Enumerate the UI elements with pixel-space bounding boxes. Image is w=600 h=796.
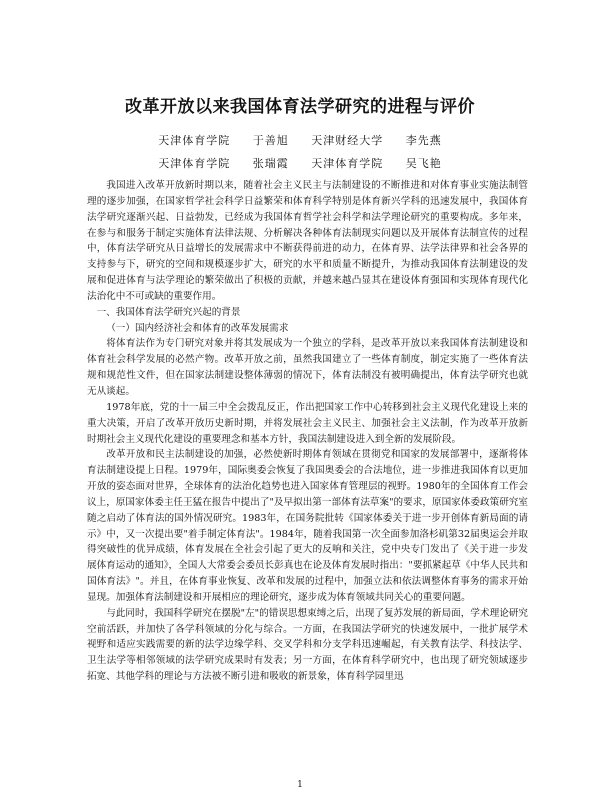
body-paragraph: 与此同时，我国科学研究在摆脱"左"的错误思想束缚之后，出现了复苏发展的新局面，学术理论研究空前活跃，并加快了各学科领域的分化与综合。一方面，在我国法学研究的快速发展中，一批扩展学术视野和适应实践需要的新的法学边缘学科、交叉学科和分支学科迅速崛起，有关教育法学、科技法学、卫生法学等相邻领域的法学研究成果时有发表；另一方面，在体育科学研究中，也出现了研究领域逐步拓宽、其他学科的理论与方法被不断引进和吸收的新景象，体育科学园里迅 bbox=[87, 607, 528, 683]
author-affiliation: 天津体育学院 bbox=[158, 134, 231, 147]
abstract-paragraph: 我国进入改革开放新时期以来，随着社会主义民主与法制建设的不断推进和对体育事业实施法制管理的逐步加强，在国家哲学社会科学日益繁荣和体育科学特别是体育新兴学科的迅速发展中，我国体育法学研究逐渐兴起、日益勃发，已经成为我国体育哲学社会科学和法学理论研究的重要构成。多年来，在参与和服务于制定实施体育法律法规、分析解决各种体育法制现实问题以及开展体育法制宣传的过程中，体育法学研究从日益增长的发展需求中不断获得前进的动力，在体育界、法学法律界和社会各界的支持参与下，研究的空间和规模逐步扩大，研究的水平和质量不断提升，为推动我国体育法制建设的发展和促进体育与法学理论的繁荣做出了积极的贡献，并越来越凸显其在建设体育强国和实现体育现代化法治化中不可或缺的重要作用。 bbox=[87, 180, 528, 302]
author-line-1 bbox=[0, 132, 600, 148]
body-paragraph: 将体育法作为专门研究对象并将其发展成为一个独立的学科，是改革开放以来我国体育法制建设和体育社会科学发展的必然产物。改革开放之前，虽然我国建立了一些体育制度，制定实施了一些体育法规和规范性文件，但在国家法制建设整体薄弱的情况下，体育法制没有被明确提出，体育法学研究也就无从谈起。 bbox=[87, 338, 528, 397]
author-affiliation: 天津体育学院 bbox=[158, 157, 231, 170]
author-name: 于善旭 bbox=[252, 134, 289, 147]
subsection-heading: （一）国内经济社会和体育的改革发展需求 bbox=[106, 322, 289, 334]
author-affiliation: 天津财经大学 bbox=[311, 134, 384, 147]
body-paragraph: 1978年底，党的十一届三中全会拨乱反正，作出把国家工作中心转移到社会主义现代化建设上来的重大决策，开启了改革开放历史新时期，并将发展社会主义民主、加强社会主义法制，作为改革开放新时期社会主义现代化建设的重要理念和基本方针，我国法制建设进入到全新的发展阶段。 bbox=[87, 401, 528, 445]
author-name: 吴飞艳 bbox=[405, 157, 442, 170]
author-name: 张瑞霞 bbox=[252, 157, 289, 170]
author-line-2 bbox=[0, 155, 600, 171]
body-paragraph: 改革开放和民主法制建设的加强，必然使新时期体育领域在贯彻党和国家的发展部署中，逐渐将体育法制建设提上日程。1979年，国际奥委会恢复了我国奥委会的合法地位，进一步推进我国体育以更加开放的姿态面对世界，全球体育的法治化趋势也进入国家体育管理层的视野。1980年的全国体育工作会议上，原国家体委主任王猛在报告中提出了"及早拟出第一部体育法草案"的要求，原国家体委政策研究室随之启动了体育法的国外情况研究。1983年，在国务院批转《国家体委关于进一步开创体育新局面的请示》中，又一次提出要"着手制定体育法"。1984年，随着我国第一次全面参加洛杉矶第32届奥运会并取得突破性的优异成绩，体育发展在全社会引起了更大的反响和关注，党中央专门发出了《关于进一步发展体育运动的通知》，全国人大常委会委员长彭真也在论及体育发展时指出："要抓紧起草《中华人民共和国体育法》"。并且，在体育事业恢复、改革和发展的过程中，加强立法和依法调整体育事务的需求开始显现。加强体育法制建设和开展相应的理论研究，逐步成为体育领域共同关心的重要问题。 bbox=[87, 449, 528, 603]
section-heading: 一、我国体育法学研究兴起的背景 bbox=[96, 306, 241, 318]
author-affiliation: 天津体育学院 bbox=[311, 157, 384, 170]
author-name: 李先燕 bbox=[405, 134, 442, 147]
body-text bbox=[87, 178, 528, 685]
paper-title: 改革开放以来我国体育法学研究的进程与评价 bbox=[125, 97, 475, 117]
page-number: 1 bbox=[297, 780, 303, 790]
